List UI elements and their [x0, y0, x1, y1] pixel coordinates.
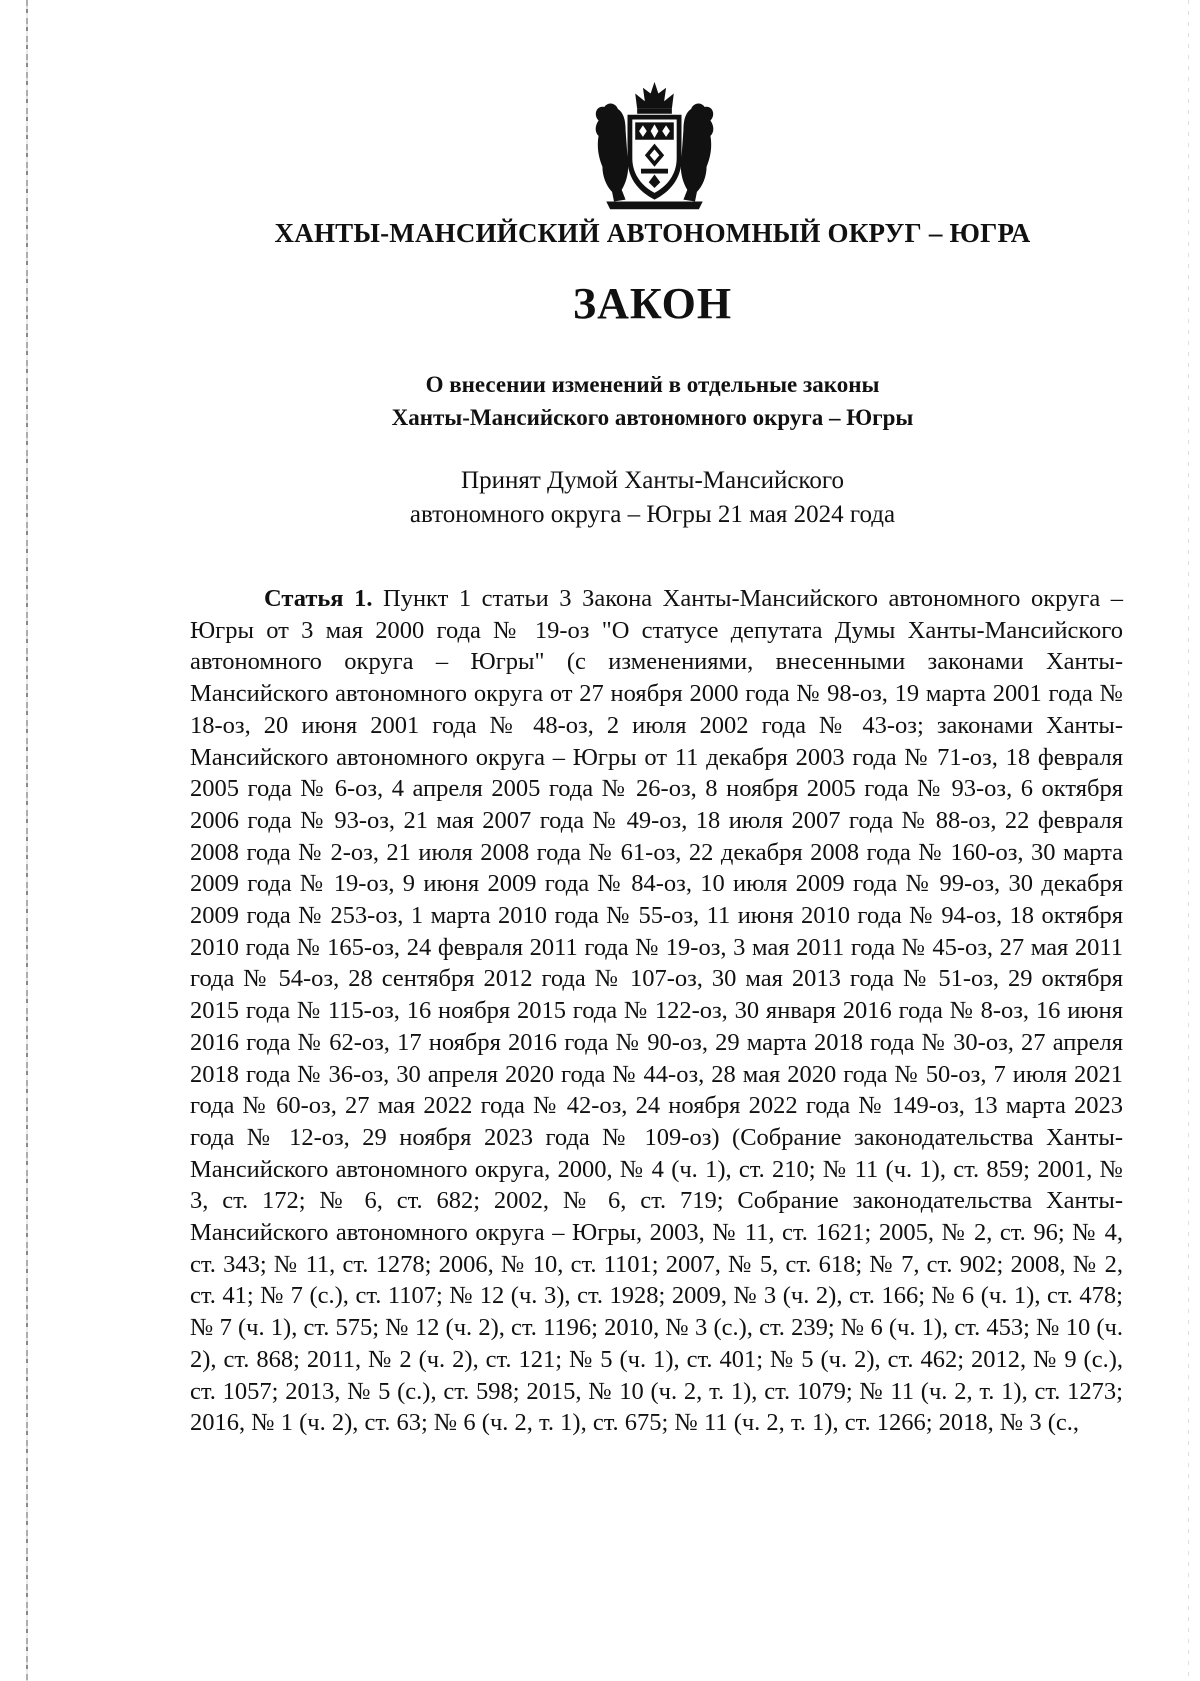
- scan-left-edge: [26, 0, 28, 1681]
- article-1-paragraph: [190, 583, 1123, 1439]
- law-title-line-2: Ханты-Мансийского автономного округа – Югры: [391, 405, 914, 430]
- law-title-line-1: О внесении изменений в отдельные законы: [425, 372, 880, 397]
- coat-of-arms-emblem: [587, 80, 722, 215]
- law-title: [160, 368, 1145, 434]
- region-name: ХАНТЫ-МАНСИЙСКИЙ АВТОНОМНЫЙ ОКРУГ – ЮГРА: [274, 218, 1031, 248]
- adoption-line-1: Принят Думой Ханты-Мансийского: [461, 467, 844, 494]
- article-1-number: Статья 1.: [264, 585, 373, 612]
- adoption-line-2: автономного округа – Югры 21 мая 2024 года: [409, 501, 896, 528]
- article-1-text: Пункт 1 статьи 3 Закона Ханты-Мансийского автономного округа – Югры от 3 мая 2000 года № 19-оз "О статусе депутата Думы Ханты-Мансийского автономного округа – Югры" (с изменениями, внесенными законами Ханты-Мансийского автономного округа от 27 ноября 2000 года № 98-оз, 19 марта 2001 года № 18-оз, 20 июня 2001 года № 48-оз, 2 июля 2002 года № 43-оз; законами Ханты-Мансийского автономного округа – Югры от 11 декабря 2003 года № 71-оз, 18 февраля 2005 года № 6-оз, 4 апреля 2005 года № 26-оз, 8 ноября 2005 года № 93-оз, 6 октября 2006 года № 93-оз, 21 мая 2007 года № 49-оз, 18 июля 2007 года № 88-оз, 22 февраля 2008 года № 2-оз, 21 июля 2008 года № 61-оз, 22 декабря 2008 года № 160-оз, 30 марта 2009 года № 19-оз, 9 июня 2009 года № 84-оз, 10 июля 2009 года № 99-оз, 30 декабря 2009 года № 253-оз, 1 марта 2010 года № 55-оз, 11 июня 2010 года № 94-оз, 18 октября 2010 года № 165-оз, 24 февраля 2011 года № 19-оз, 3 мая 2011 года № 45-оз, 27 мая 2011 года № 54-оз, 28 сентября 2012 года № 107-оз, 30 мая 2013 года № 51-оз, 29 октября 2015 года № 115-оз, 16 ноября 2015 года № 122-оз, 30 января 2016 года № 8-оз, 16 июня 2016 года № 62-оз, 17 ноября 2016 года № 90-оз, 29 марта 2018 года № 30-оз, 27 апреля 2018 года № 36-оз, 30 апреля 2020 года № 44-оз, 28 мая 2020 года № 50-оз, 7 июля 2021 года № 60-оз, 27 мая 2022 года № 42-оз, 24 ноября 2022 года № 149-оз, 13 марта 2023 года № 12-оз, 29 ноября 2023 года № 109-оз) (Собрание законодательства Ханты-Мансийского автономного округа, 2000, № 4 (ч. 1), ст. 210; № 11 (ч. 1), ст. 859; 2001, № 3, ст. 172; № 6, ст. 682; 2002, № 6, ст. 719; Собрание законодательства Ханты-Мансийского автономного округа – Югры, 2003, № 11, ст. 1621; 2005, № 2, ст. 96; № 4, ст. 343; № 11, ст. 1278; 2006, № 10, ст. 1101; 2007, № 5, ст. 618; № 7, ст. 902; 2008, № 2, ст. 41; № 7 (с.), ст. 1107; № 12 (ч. 3), ст. 1928; 2009, № 3 (ч. 2), ст. 166; № 6 (ч. 1), ст. 478; № 7 (ч. 1), ст. 575; № 12 (ч. 2), ст. 1196; 2010, № 3 (с.), ст. 239; № 6 (ч. 1), ст. 453; № 10 (ч. 2), ст. 868; 2011, № 2 (ч. 2), ст. 121; № 5 (ч. 1), ст. 401; № 5 (ч. 2), ст. 462; 2012, № 9 (с.), ст. 1057; 2013, № 5 (с.), ст. 598; 2015, № 10 (ч. 2, т. 1), ст. 1079; № 11 (ч. 2, т. 1), ст. 1273; 2016, № 1 (ч. 2), ст. 63; № 6 (ч. 2, т. 1), ст. 675; № 11 (ч. 2, т. 1), ст. 1266; 2018, № 3 (с.,: [190, 585, 1123, 1437]
- scan-right-edge: [1188, 0, 1189, 1681]
- adoption-note: [160, 464, 1145, 532]
- document-type: ЗАКОН: [572, 279, 733, 328]
